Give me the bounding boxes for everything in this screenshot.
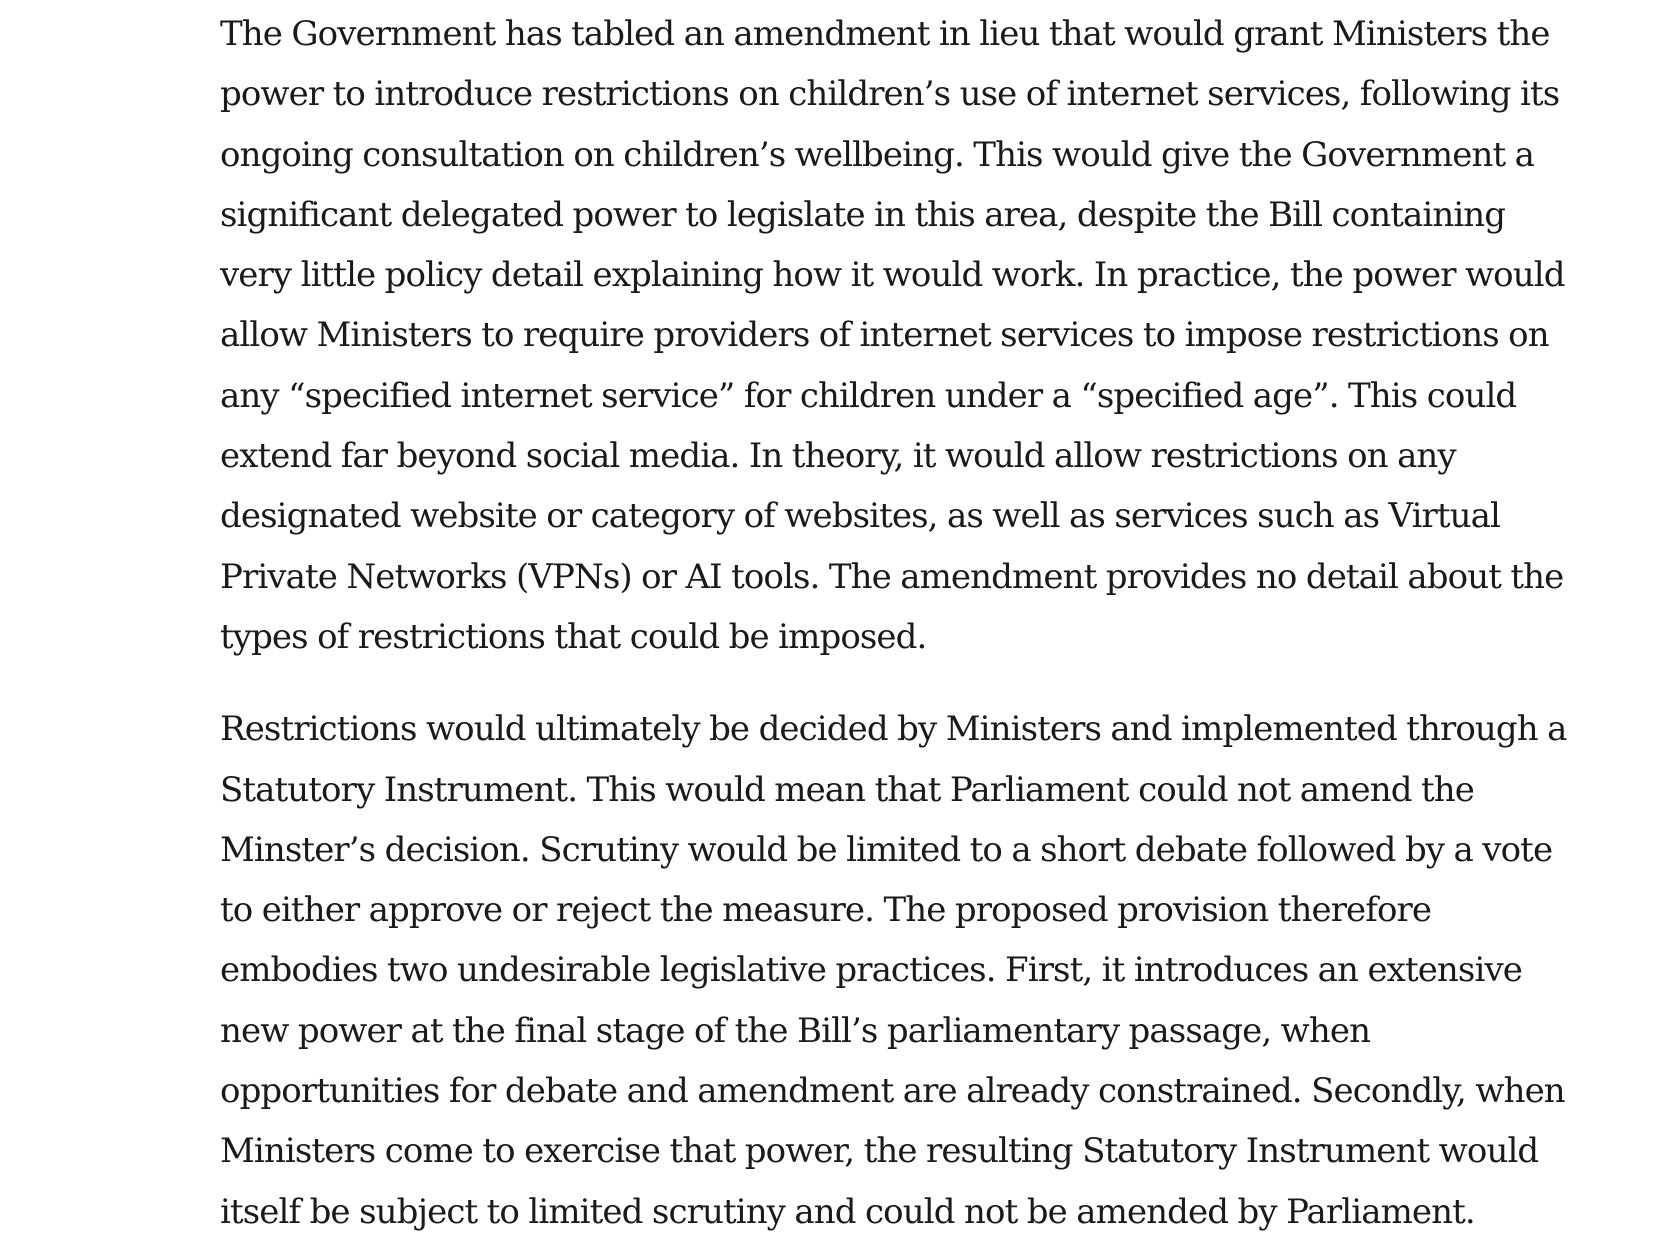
paragraph-amendment-in-lieu: The Government has tabled an amendment in lieu that would grant Ministers the power to introduce restrictions on children’s use of internet services, following its ongoing consultation on children’s wellbeing. This would give the Government a significant delegated power to legislate in this area, despite the Bill containing very little policy detail explaining how it would work. In practice, the power would allow Ministers to require providers of internet services to impose restrictions on any “specified internet service” for children under a “specified age”. This could extend far beyond social media. In theory, it would allow restrictions on any designated website or category of websites, as well as services such as Virtual Private Networks (VPNs) or AI tools. The amendment provides no detail about the types of restrictions that could be imposed. <box>220 14 1565 657</box>
article-body <box>220 4 1580 1242</box>
paragraph-statutory-instrument: Restrictions would ultimately be decided by Ministers and implemented through a Statutory Instrument. This would mean that Parliament could not amend the Minster’s decision. Scrutiny would be limited to a short debate followed by a vote to either approve or reject the measure. The proposed provision therefore embodies two undesirable legislative practices. First, it introduces an extensive new power at the final stage of the Bill’s parliamentary passage, when opportunities for debate and amendment are already constrained. Secondly, when Ministers come to exercise that power, the resulting Statutory Instrument would itself be subject to limited scrutiny and could not be amended by Parliament. <box>220 709 1567 1232</box>
